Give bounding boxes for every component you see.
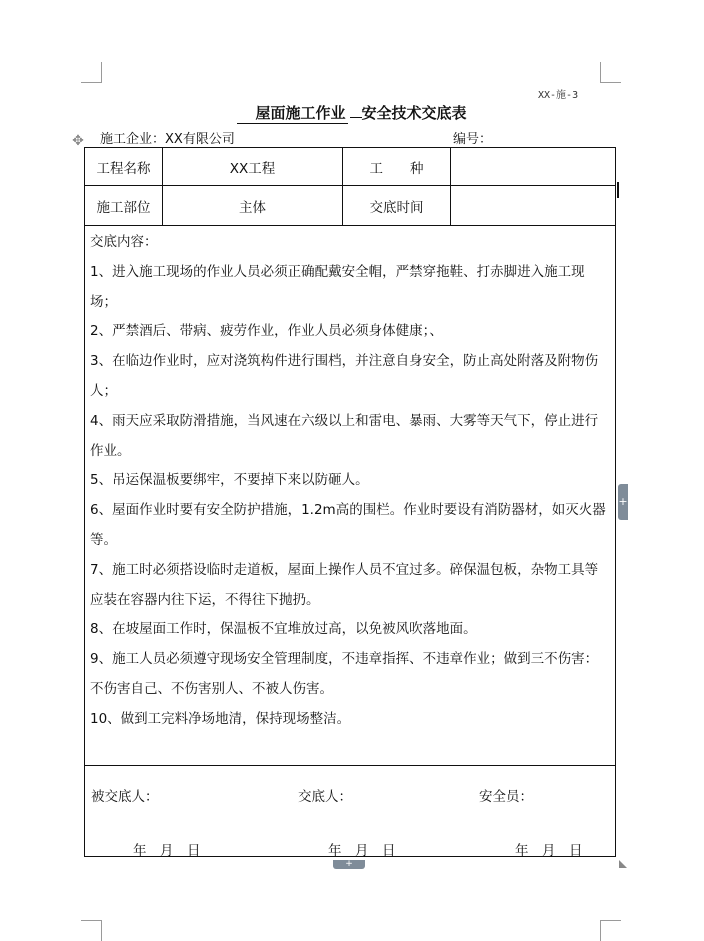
list-item: 5、吊运保温板要绑牢，不要掉下来以防砸人。 <box>90 472 369 489</box>
discloser-label: 交底人： <box>298 789 352 805</box>
work-type-label: 工 种 <box>343 148 451 185</box>
list-item: 9、施工人员必须遵守现场安全管理制度，不违章指挥、不违章作业；做到三不伤害：不伤害自己、不伤害别人、不被人伤害。 <box>90 651 599 697</box>
title-underlined-part: 屋面施工作业 <box>237 102 347 124</box>
move-handle-icon[interactable]: ✥ <box>72 133 84 149</box>
receiver-label: 被交底人： <box>91 789 159 805</box>
disclosure-time-value[interactable] <box>451 186 615 225</box>
document-title <box>0 102 704 124</box>
construction-part-value[interactable]: 主体 <box>163 186 343 225</box>
list-item: 7、施工时必须搭设临时走道板，屋面上操作人员不宜过多。碎保温包板，杂物工具等应装在容器内往下运，不得往下抛扔。 <box>90 561 599 608</box>
list-item: 4、雨天应采取防滑措施，当风速在六级以上和雷电、暴雨、大雾等天气下，停止进行作业。 <box>90 412 599 459</box>
document-code: XX-施-3 <box>538 90 579 101</box>
list-item: 8、在坡屋面工作时，保温板不宜堆放过高，以免被风吹落地面。 <box>90 621 477 638</box>
list-item: 2、严禁酒后、带病、疲劳作业，作业人员必须身体健康；、 <box>90 323 443 340</box>
safety-officer-date: 年 月 日 <box>515 843 583 859</box>
disclosure-table <box>84 147 616 857</box>
construction-part-label: 施工部位 <box>85 186 163 225</box>
project-name-value[interactable]: XX工程 <box>163 148 343 185</box>
discloser-date: 年 月 日 <box>328 843 396 859</box>
title-underline-gap <box>350 116 362 118</box>
crop-mark-top-left <box>81 62 102 83</box>
crop-mark-top-right <box>600 62 621 83</box>
work-type-value[interactable] <box>451 148 615 185</box>
add-column-plus-icon[interactable]: + <box>618 484 628 520</box>
safety-officer-label: 安全员： <box>479 789 533 805</box>
text-cursor <box>617 182 619 198</box>
company-label: 施工企业： <box>100 132 166 147</box>
title-rest: 安全技术交底表 <box>361 104 467 122</box>
project-name-label: 工程名称 <box>85 148 163 185</box>
company-field <box>100 128 235 147</box>
list-item: 6、屋面作业时要有安全防护措施，1.2m高的围栏。作业时要设有消防器材，如灭火器等。 <box>90 502 606 548</box>
company-value: XX有限公司 <box>165 132 235 147</box>
table-resize-handle[interactable] <box>619 860 627 868</box>
table-row <box>85 186 615 226</box>
receiver-date: 年 月 日 <box>133 843 201 859</box>
list-item: 3、在临边作业时，应对浇筑构件进行围档，并注意自身安全，防止高处附落及附物伤人； <box>90 353 599 399</box>
crop-mark-bottom-right <box>600 920 621 941</box>
crop-mark-bottom-left <box>81 920 102 941</box>
table-row <box>85 148 615 186</box>
content-heading: 交底内容： <box>90 234 158 250</box>
signature-section <box>85 766 615 859</box>
disclosure-content[interactable] <box>85 226 615 766</box>
serial-label: 编号： <box>453 132 493 147</box>
list-item: 1、进入施工现场的作业人员必须正确配戴安全帽，严禁穿拖鞋、打赤脚进入施工现场； <box>90 263 585 310</box>
add-row-plus-icon[interactable]: + <box>333 860 365 869</box>
disclosure-time-label: 交底时间 <box>343 186 451 225</box>
list-item: 10、做到工完料净场地清，保持现场整洁。 <box>90 710 351 727</box>
